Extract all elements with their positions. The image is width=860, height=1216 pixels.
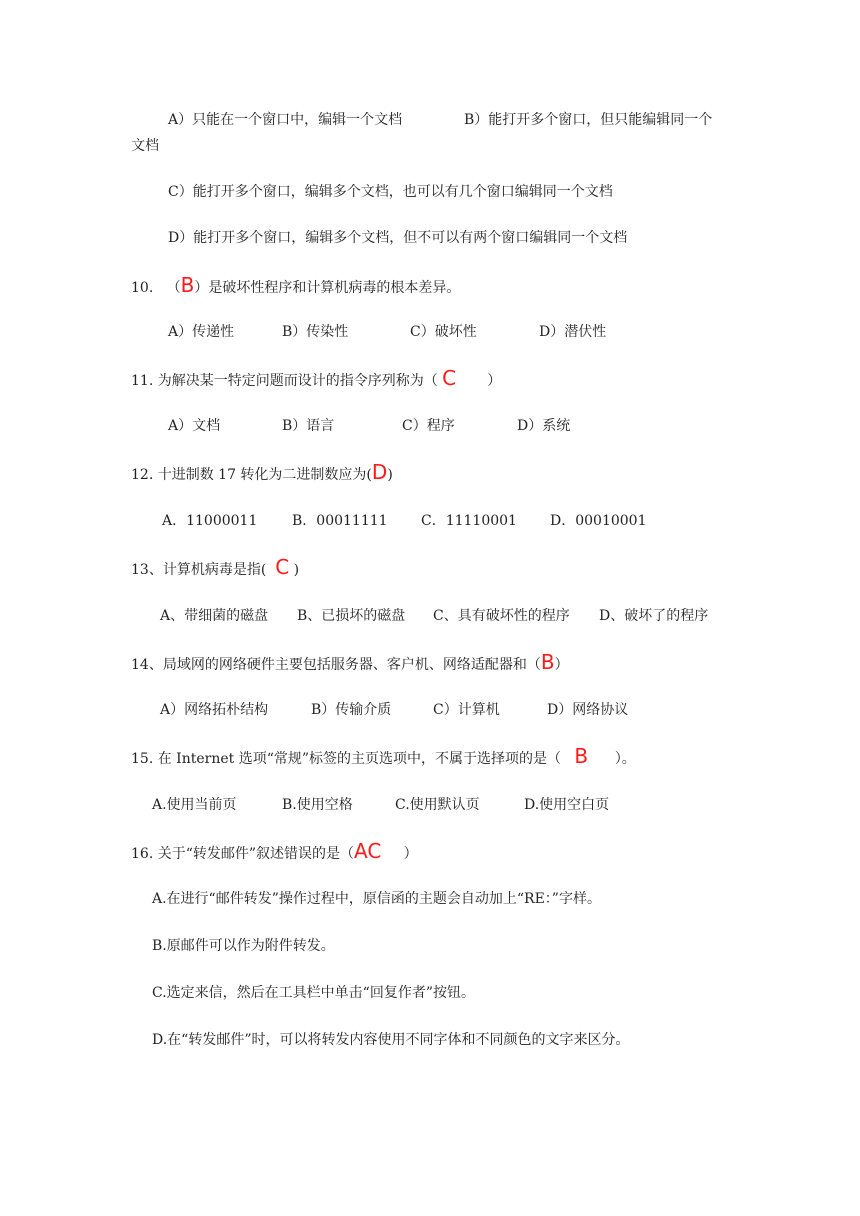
q11-option-a: A）文档	[168, 418, 221, 434]
q14-option-c: C）计算机	[433, 702, 500, 718]
q12-option-c: C．11110001	[421, 513, 517, 529]
q16-option-d: D.在“转发邮件”时，可以将转发内容使用不同字体和不同颜色的文字来区分。	[152, 1032, 630, 1048]
q10-answer: B	[180, 273, 195, 297]
q13-option-c: C、具有破坏性的程序	[433, 608, 570, 624]
q11-option-d: D）系统	[517, 418, 571, 434]
q13-answer: C	[275, 555, 290, 579]
q10-question	[131, 275, 460, 298]
q14-close: ）	[554, 657, 569, 673]
q11-option-b: B）语言	[282, 418, 335, 434]
q12-question	[131, 462, 393, 485]
q13-option-a: A、带细菌的磁盘	[160, 608, 269, 624]
q15-answer: B	[574, 744, 589, 768]
q12-answer: D	[371, 460, 388, 484]
q13-stem: 13、计算机病毒是指(	[131, 562, 267, 578]
q14-answer: B	[540, 650, 555, 674]
q15-stem: 15. 在 Internet 选项“常规”标签的主页选项中，不属于选择项的是（	[131, 751, 562, 767]
q12-close: )	[387, 467, 393, 483]
q16-option-c: C.选定来信，然后在工具栏中单击“回复作者”按钮。	[152, 985, 475, 1001]
q12-option-b: B．00011111	[292, 513, 388, 529]
q14-option-d: D）网络协议	[547, 702, 629, 718]
q9-option-d: D）能打开多个窗口，编辑多个文档，但不可以有两个窗口编辑同一个文档	[168, 230, 628, 246]
q13-close: )	[293, 562, 300, 578]
q9-option-b: B）能打开多个窗口，但只能编辑同一个	[464, 112, 713, 128]
q15-option-d: D.使用空白页	[524, 797, 610, 813]
q11-close: ）	[487, 373, 502, 389]
q10-prefix: （	[166, 280, 181, 296]
q9-option-b-continued: 文档	[131, 138, 159, 154]
q15-option-b: B.使用空格	[282, 797, 353, 813]
q9-option-a: A）只能在一个窗口中，编辑一个文档	[168, 112, 403, 128]
q10-number: 10.	[131, 280, 154, 296]
q16-answer: AC	[354, 839, 382, 863]
q13-question	[131, 557, 299, 580]
q16-option-a: A.在进行“邮件转发”操作过程中，原信函的主题会自动加上“RE：”字样。	[152, 891, 601, 907]
q16-option-b: B.原邮件可以作为附件转发。	[152, 938, 335, 954]
q10-option-a: A）传递性	[168, 324, 235, 340]
q9-option-c: C）能打开多个窗口，编辑多个文档，也可以有几个窗口编辑同一个文档	[168, 184, 613, 200]
q10-stem: ）是破坏性程序和计算机病毒的根本差异。	[194, 280, 461, 296]
q12-option-d: D．00010001	[550, 513, 647, 529]
q15-option-c: C.使用默认页	[395, 797, 480, 813]
q16-question	[131, 841, 418, 864]
q13-option-d: D、破坏了的程序	[599, 608, 709, 624]
q11-answer: C	[442, 366, 457, 390]
q16-close: ）	[403, 846, 418, 862]
q16-stem: 16. 关于“转发邮件”叙述错误的是（	[131, 846, 355, 862]
q14-option-a: A）网络拓朴结构	[160, 702, 269, 718]
q12-option-a: A．11000011	[162, 513, 258, 529]
q15-close: ）。	[614, 751, 636, 767]
q10-option-c: C）破坏性	[410, 324, 477, 340]
q12-stem: 12. 十进制数 17 转化为二进制数应为(	[131, 467, 372, 483]
q11-option-c: C）程序	[402, 418, 455, 434]
q15-question	[131, 746, 636, 769]
q14-question	[131, 652, 569, 675]
q11-stem: 11. 为解决某一特定问题而设计的指令序列称为（	[131, 373, 438, 389]
q13-option-b: B、已损坏的磁盘	[297, 608, 406, 624]
q11-question	[131, 368, 501, 391]
q14-option-b: B）传输介质	[311, 702, 392, 718]
q14-stem: 14、局域网的网络硬件主要包括服务器、客户机、网络适配器和（	[131, 657, 541, 673]
q15-option-a: A.使用当前页	[152, 797, 237, 813]
q10-option-b: B）传染性	[282, 324, 349, 340]
q10-option-d: D）潜伏性	[539, 324, 607, 340]
